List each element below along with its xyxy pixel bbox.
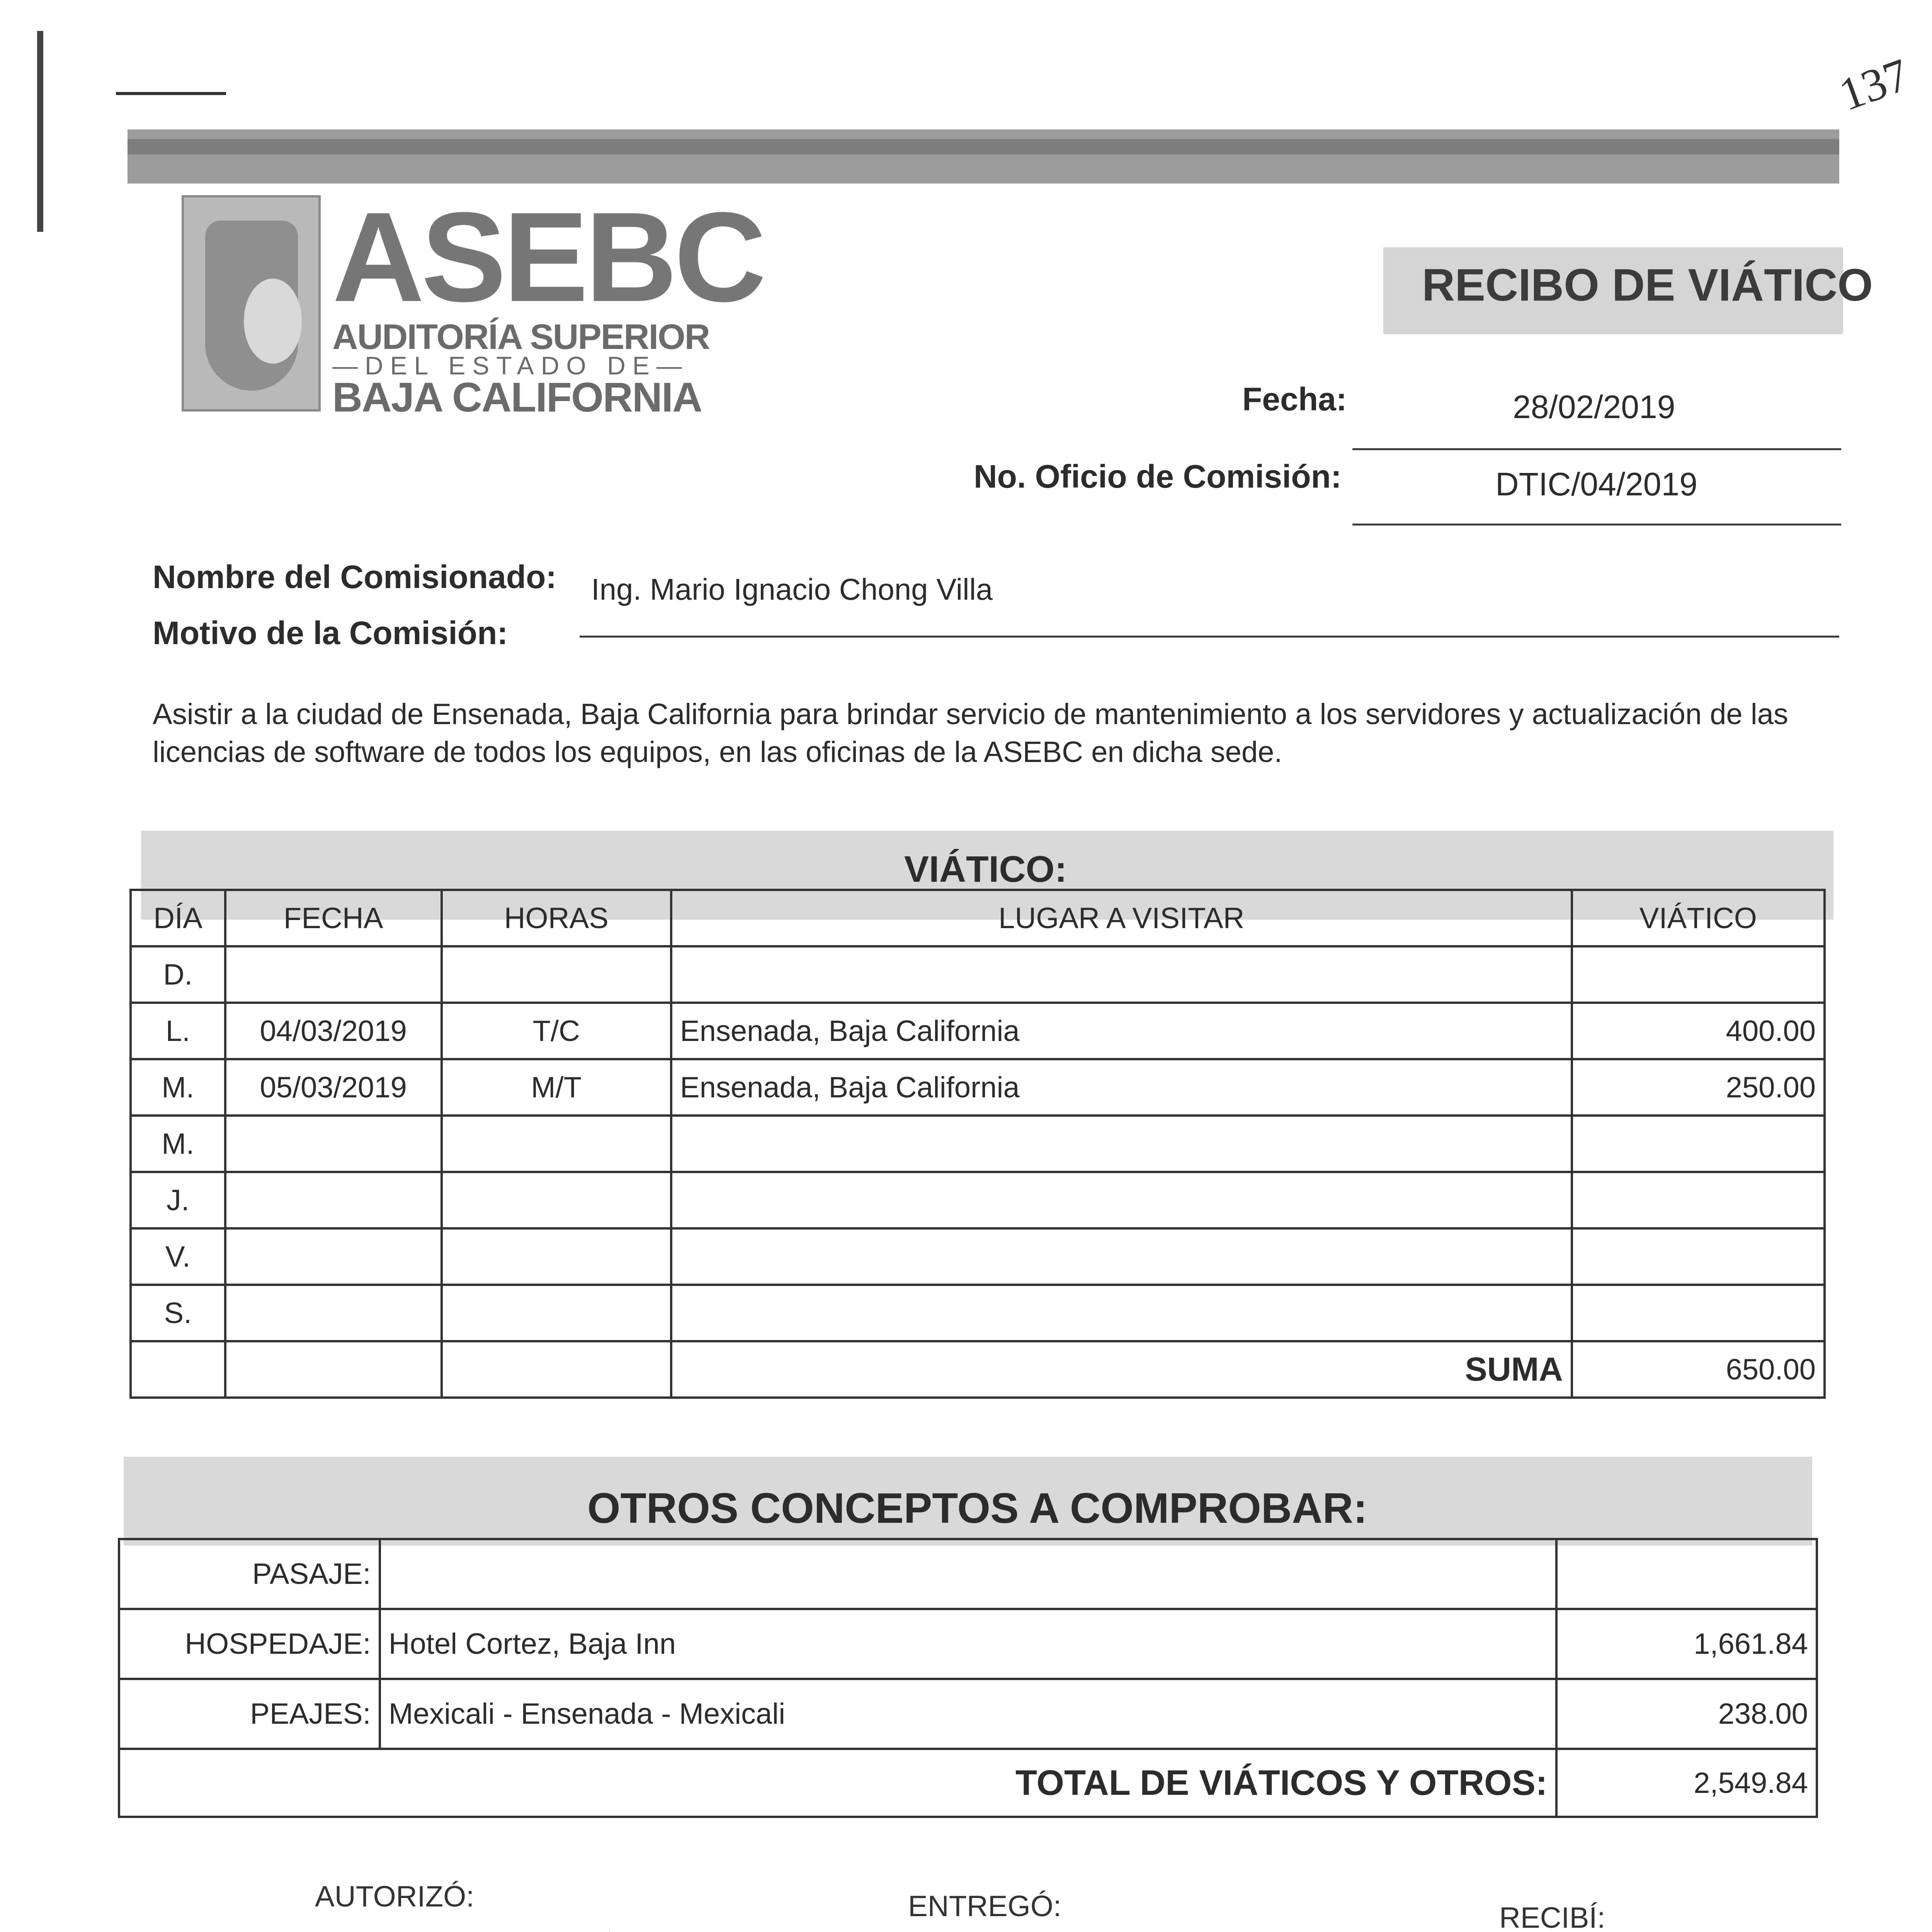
logo-line-3: BAJA CALIFORNIA [332, 374, 702, 420]
cell-importe: 1,661.84 [1556, 1609, 1817, 1679]
table-row [119, 1539, 1817, 1609]
oficio-underline [1352, 524, 1841, 526]
total-value: 2,549.84 [1556, 1749, 1817, 1817]
viatico-header-row [131, 890, 1825, 946]
entrego-signature [595, 1917, 1175, 1932]
viatico-section-title: VIÁTICO: [904, 849, 1067, 890]
cell-detalle [380, 1539, 1556, 1609]
cell-horas: M/T [442, 1059, 671, 1116]
scan-edge-mark [37, 31, 43, 232]
cell-dia: M. [131, 1116, 225, 1172]
cell-fecha [225, 1172, 442, 1228]
table-row [131, 1285, 1825, 1341]
cell-concepto: PASAJE: [119, 1539, 380, 1609]
cell-viatico [1572, 946, 1825, 1003]
page-number: 137 [1832, 48, 1916, 121]
table-row [131, 1116, 1825, 1172]
scan-dash-mark [116, 92, 226, 95]
motivo-text: Asistir a la ciudad de Ensenada, Baja California para brindar servicio de mantenimiento a los servidores y actualización de las licencias de software de todos los equipos, en las oficinas de la ASEBC en dicha sede. [153, 698, 1788, 769]
cell-importe: 238.00 [1556, 1679, 1817, 1749]
cell-dia: D. [131, 946, 225, 1003]
cell-horas [442, 1228, 671, 1285]
header-viatico: VIÁTICO [1572, 890, 1825, 946]
cell-viatico [1572, 1228, 1825, 1285]
table-row [131, 1172, 1825, 1228]
nombre-underline [580, 636, 1839, 638]
cell-fecha [225, 1285, 442, 1341]
cell-lugar [671, 1228, 1572, 1285]
cell-concepto: HOSPEDAJE: [119, 1609, 380, 1679]
otros-section-title: OTROS CONCEPTOS A COMPROBAR: [587, 1485, 1367, 1532]
suma-value: 650.00 [1572, 1341, 1825, 1398]
cell-detalle: Mexicali - Ensenada - Mexicali [380, 1679, 1556, 1749]
cell-dia: J. [131, 1172, 225, 1228]
suma-label: SUMA [671, 1341, 1572, 1398]
logo-acronym: ASEBC [332, 185, 764, 328]
cell-fecha [225, 1228, 442, 1285]
oficio-value: DTIC/04/2019 [1495, 466, 1697, 502]
cell-viatico [1572, 1172, 1825, 1228]
table-row [131, 946, 1825, 1003]
cell-lugar: Ensenada, Baja California [671, 1059, 1572, 1116]
cell-lugar: Ensenada, Baja California [671, 1003, 1572, 1059]
cell-horas [442, 1116, 671, 1172]
cell-dia: L. [131, 1003, 225, 1059]
cell-fecha [225, 1116, 442, 1172]
recibi-heading: RECIBÍ: [1499, 1901, 1605, 1932]
nombre-label: Nombre del Comisionado: [153, 559, 557, 595]
table-row [119, 1679, 1817, 1749]
header-lugar: LUGAR A VISITAR [671, 890, 1572, 946]
cell-viatico: 250.00 [1572, 1059, 1825, 1116]
cell-viatico: 400.00 [1572, 1003, 1825, 1059]
cell-importe [1556, 1539, 1817, 1609]
cell-lugar [671, 946, 1572, 1003]
total-label: TOTAL DE VIÁTICOS Y OTROS: [119, 1749, 1556, 1817]
cell-viatico [1572, 1116, 1825, 1172]
fecha-underline [1352, 448, 1841, 450]
cell-detalle: Hotel Cortez, Baja Inn [380, 1609, 1556, 1679]
cell-lugar [671, 1116, 1572, 1172]
table-row [131, 1059, 1825, 1116]
otros-table [118, 1538, 1818, 1818]
table-row [131, 1003, 1825, 1059]
suma-row [131, 1341, 1825, 1398]
viatico-table [129, 889, 1826, 1399]
nombre-value: Ing. Mario Ignacio Chong Villa [591, 572, 993, 606]
logo-line-1: AUDITORÍA SUPERIOR [332, 317, 710, 357]
cell-fecha: 04/03/2019 [225, 1003, 442, 1059]
header-fecha: FECHA [225, 890, 442, 946]
table-row [119, 1609, 1817, 1679]
header-bar-stripe [128, 139, 1839, 155]
header-bar [128, 129, 1839, 184]
table-row [131, 1228, 1825, 1285]
cell-viatico [1572, 1285, 1825, 1341]
cell-horas [442, 946, 671, 1003]
oficio-label: No. Oficio de Comisión: [974, 458, 1342, 495]
header-dia: DÍA [131, 890, 225, 946]
cell-horas [442, 1172, 671, 1228]
total-row [119, 1749, 1817, 1817]
cell-horas [442, 1285, 671, 1341]
cell-dia: S. [131, 1285, 225, 1341]
cell-lugar [671, 1172, 1572, 1228]
cell-horas: T/C [442, 1003, 671, 1059]
state-seal-logo [182, 195, 321, 412]
cell-fecha: 05/03/2019 [225, 1059, 442, 1116]
autorizo-heading: AUTORIZÓ: [315, 1880, 474, 1913]
fecha-value: 28/02/2019 [1513, 389, 1675, 425]
cell-concepto: PEAJES: [119, 1679, 380, 1749]
motivo-label: Motivo de la Comisión: [153, 615, 508, 651]
header-horas: HORAS [442, 890, 671, 946]
cell-fecha [225, 946, 442, 1003]
cell-lugar [671, 1285, 1572, 1341]
logo-line-2: —DEL ESTADO DE— [332, 351, 689, 380]
document-title: RECIBO DE VIÁTICO [1422, 260, 1873, 311]
entrego-heading: ENTREGÓ: [908, 1890, 1061, 1923]
cell-dia: M. [131, 1059, 225, 1116]
fecha-label: Fecha: [1242, 381, 1347, 417]
cell-dia: V. [131, 1228, 225, 1285]
